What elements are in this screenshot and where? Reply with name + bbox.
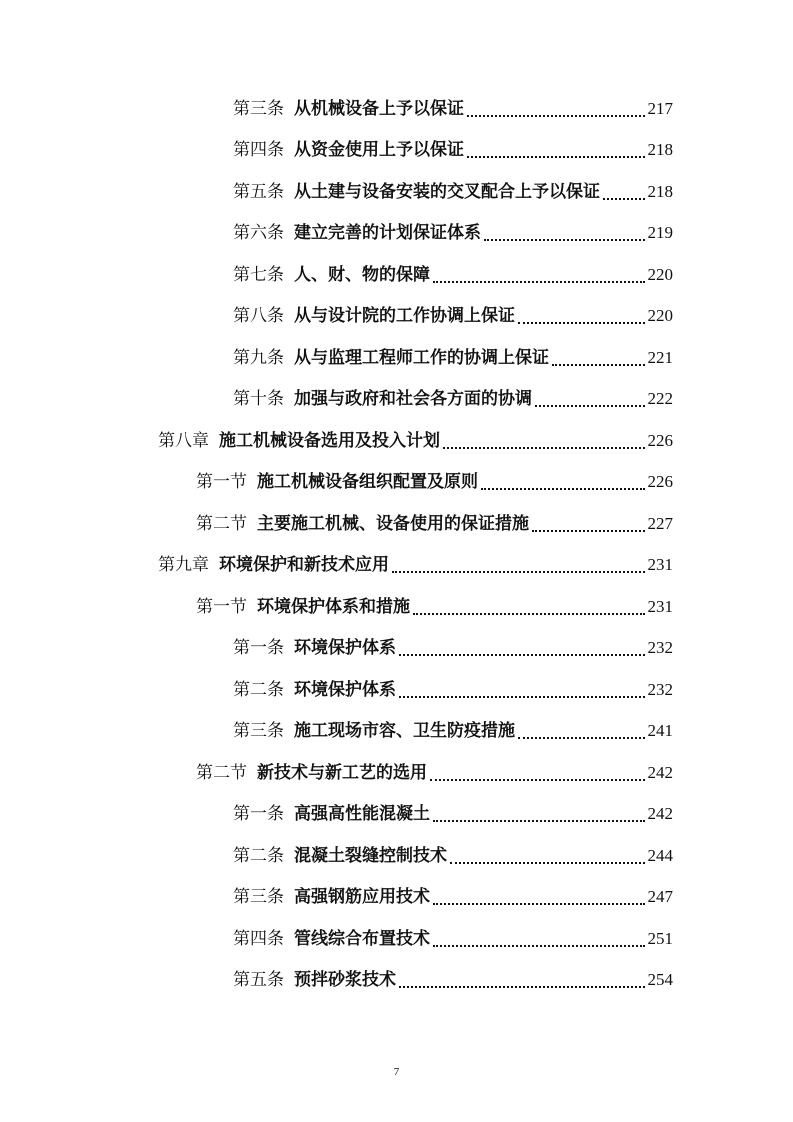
dot-leader — [392, 561, 645, 573]
toc-entry[interactable] — [233, 382, 673, 416]
dot-leader — [443, 437, 645, 449]
entry-page: 232 — [647, 680, 673, 699]
entry-number: 第一节 — [196, 597, 247, 617]
entry-page: 222 — [647, 389, 673, 408]
entry-page: 220 — [647, 306, 673, 325]
entry-page: 226 — [647, 472, 673, 491]
toc-chapter-entry[interactable] — [158, 548, 673, 582]
entry-title: 人、财、物的保障 — [294, 265, 430, 285]
dot-leader — [467, 146, 645, 158]
entry-number: 第八章 — [158, 431, 209, 451]
entry-page: 232 — [647, 638, 673, 657]
entry-page: 231 — [647, 555, 673, 574]
toc-section-entry[interactable] — [196, 590, 673, 624]
entry-page: 242 — [647, 804, 673, 823]
entry-title: 加强与政府和社会各方面的协调 — [294, 389, 532, 409]
entry-page: 219 — [647, 223, 673, 242]
dot-leader — [399, 644, 645, 656]
entry-title: 从与设计院的工作协调上保证 — [294, 306, 515, 326]
entry-title: 环境保护体系 — [294, 638, 396, 658]
entry-title: 混凝土裂缝控制技术 — [294, 846, 447, 866]
entry-page: 217 — [647, 99, 673, 118]
dot-leader — [433, 271, 645, 283]
dot-leader — [399, 686, 645, 698]
entry-title: 从资金使用上予以保证 — [294, 140, 464, 160]
entry-title: 主要施工机械、设备使用的保证措施 — [257, 514, 529, 534]
toc-entry[interactable] — [233, 299, 673, 333]
entry-number: 第二条 — [233, 846, 284, 866]
entry-page: 221 — [647, 348, 673, 367]
entry-number: 第三条 — [233, 887, 284, 907]
dot-leader — [532, 520, 645, 532]
entry-number: 第二节 — [196, 514, 247, 534]
dot-leader — [413, 603, 645, 615]
entry-title: 从机械设备上予以保证 — [294, 99, 464, 119]
entry-title: 环境保护和新技术应用 — [219, 555, 389, 575]
entry-title: 从土建与设备安装的交叉配合上予以保证 — [294, 182, 600, 202]
toc-entry[interactable] — [233, 922, 673, 956]
entry-page: 242 — [647, 763, 673, 782]
toc-entry[interactable] — [233, 797, 673, 831]
entry-title: 施工机械设备组织配置及原则 — [257, 472, 478, 492]
toc-entry[interactable] — [233, 880, 673, 914]
entry-title: 建立完善的计划保证体系 — [294, 223, 481, 243]
entry-number: 第九章 — [158, 555, 209, 575]
entry-page: 254 — [647, 970, 673, 989]
entry-number: 第九条 — [233, 348, 284, 368]
page-number: 7 — [393, 1066, 400, 1078]
dot-leader — [518, 727, 645, 739]
toc-section-entry[interactable] — [196, 465, 673, 499]
entry-title: 管线综合布置技术 — [294, 929, 430, 949]
toc-entry[interactable] — [233, 216, 673, 250]
entry-title: 新技术与新工艺的选用 — [257, 763, 427, 783]
entry-number: 第三条 — [233, 99, 284, 119]
dot-leader — [603, 188, 645, 200]
dot-leader — [399, 976, 645, 988]
dot-leader — [518, 312, 645, 324]
entry-number: 第六条 — [233, 223, 284, 243]
toc-entry[interactable] — [233, 175, 673, 209]
entry-page: 220 — [647, 265, 673, 284]
entry-number: 第二条 — [233, 680, 284, 700]
entry-number: 第四条 — [233, 140, 284, 160]
toc-section-entry[interactable] — [196, 756, 673, 790]
entry-number: 第八条 — [233, 306, 284, 326]
entry-page: 231 — [647, 597, 673, 616]
entry-title: 预拌砂浆技术 — [294, 970, 396, 990]
entry-page: 251 — [647, 929, 673, 948]
entry-number: 第一条 — [233, 804, 284, 824]
dot-leader — [467, 105, 645, 117]
entry-number: 第五条 — [233, 970, 284, 990]
entry-title: 从与监理工程师工作的协调上保证 — [294, 348, 549, 368]
entry-title: 高强钢筋应用技术 — [294, 887, 430, 907]
entry-number: 第四条 — [233, 929, 284, 949]
entry-number: 第三条 — [233, 721, 284, 741]
entry-page: 247 — [647, 887, 673, 906]
toc-entry[interactable] — [233, 258, 673, 292]
toc-entry[interactable] — [233, 92, 673, 126]
entry-page: 218 — [647, 182, 673, 201]
entry-number: 第七条 — [233, 265, 284, 285]
dot-leader — [430, 769, 645, 781]
toc-chapter-entry[interactable] — [158, 424, 673, 458]
toc-entry[interactable] — [233, 341, 673, 375]
dot-leader — [484, 229, 645, 241]
table-of-contents — [0, 92, 793, 1012]
toc-entry[interactable] — [233, 133, 673, 167]
toc-entry[interactable] — [233, 963, 673, 997]
toc-entry[interactable] — [233, 714, 673, 748]
entry-page: 218 — [647, 140, 673, 159]
toc-entry[interactable] — [233, 839, 673, 873]
dot-leader — [450, 852, 645, 864]
dot-leader — [433, 935, 645, 947]
dot-leader — [481, 478, 645, 490]
entry-title: 施工机械设备选用及投入计划 — [219, 431, 440, 451]
entry-number: 第五条 — [233, 182, 284, 202]
entry-number: 第二节 — [196, 763, 247, 783]
toc-entry[interactable] — [233, 631, 673, 665]
entry-page: 226 — [647, 431, 673, 450]
dot-leader — [552, 354, 645, 366]
toc-entry[interactable] — [233, 673, 673, 707]
entry-number: 第一条 — [233, 638, 284, 658]
entry-page: 227 — [647, 514, 673, 533]
entry-number: 第十条 — [233, 389, 284, 409]
dot-leader — [433, 810, 645, 822]
entry-page: 244 — [647, 846, 673, 865]
entry-title: 环境保护体系和措施 — [257, 597, 410, 617]
entry-title: 环境保护体系 — [294, 680, 396, 700]
toc-section-entry[interactable] — [196, 507, 673, 541]
entry-title: 高强高性能混凝土 — [294, 804, 430, 824]
entry-page: 241 — [647, 721, 673, 740]
entry-number: 第一节 — [196, 472, 247, 492]
dot-leader — [535, 395, 645, 407]
dot-leader — [433, 893, 645, 905]
entry-title: 施工现场市容、卫生防疫措施 — [294, 721, 515, 741]
